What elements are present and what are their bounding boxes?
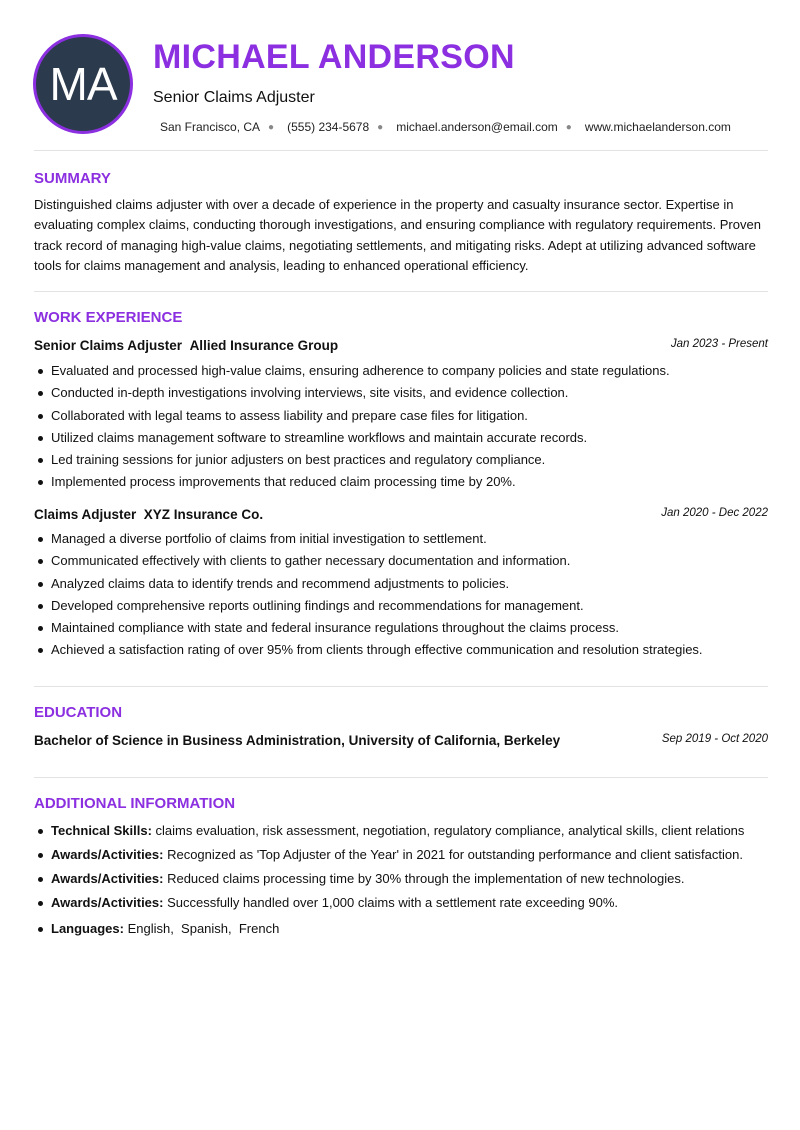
divider <box>34 291 768 292</box>
additional-item <box>34 867 774 891</box>
job-role-company <box>34 507 263 522</box>
job-bullet: Led training sessions for junior adjusters on best practices and regulatory compliance. <box>34 449 774 471</box>
item-text: Reduced claims processing time by 30% through the implementation of new technologies. <box>163 871 685 886</box>
email-link[interactable]: michael.anderson@email.com <box>396 120 558 134</box>
divider <box>34 686 768 687</box>
item-label: Technical Skills: <box>51 823 152 838</box>
item-text: Recognized as 'Top Adjuster of the Year' in 2021 for outstanding performance and client satisfaction. <box>163 847 743 862</box>
additional-list <box>34 819 774 941</box>
item-label: Awards/Activities: <box>51 871 164 886</box>
job-dates: Jan 2023 - Present <box>670 338 768 350</box>
avatar <box>33 34 133 134</box>
job-bullet: Achieved a satisfaction rating of over 95% from clients through effective communication and resolution strategies. <box>34 639 774 661</box>
education-heading: EDUCATION <box>34 704 123 721</box>
job-bullet: Maintained compliance with state and federal insurance regulations throughout the claims process. <box>34 617 774 639</box>
job-company: Allied Insurance Group <box>189 338 339 353</box>
location: San Francisco, CA <box>160 120 261 134</box>
divider <box>34 777 768 778</box>
experience-heading: WORK EXPERIENCE <box>34 309 183 326</box>
item-text: claims evaluation, risk assessment, negotiation, regulatory compliance, analytical skills, client relations <box>151 823 745 838</box>
additional-item <box>34 917 774 941</box>
additional-item <box>34 891 774 915</box>
phone: (555) 234-5678 <box>287 120 370 134</box>
job-bullet: Developed comprehensive reports outlining findings and recommendations for management. <box>34 595 774 617</box>
item-text: English, Spanish, French <box>123 921 280 936</box>
contact-info <box>160 120 731 134</box>
job-bullet: Analyzed claims data to identify trends and recommend adjustments to policies. <box>34 573 774 595</box>
additional-heading: ADDITIONAL INFORMATION <box>34 795 236 812</box>
separator-dot: ● <box>377 121 384 133</box>
job-bullet: Conducted in-depth investigations involving interviews, site visits, and evidence collection. <box>34 382 774 404</box>
candidate-name: MICHAEL ANDERSON <box>153 38 515 76</box>
item-label: Awards/Activities: <box>51 847 164 862</box>
website-link[interactable]: www.michaelanderson.com <box>584 120 731 134</box>
item-label: Awards/Activities: <box>51 895 164 910</box>
job-bullets <box>34 528 774 662</box>
job-bullet: Collaborated with legal teams to assess liability and prepare case files for litigation. <box>34 405 774 427</box>
job-company: XYZ Insurance Co. <box>143 507 264 522</box>
additional-item <box>34 843 774 867</box>
job-bullet: Implemented process improvements that reduced claim processing time by 20%. <box>34 471 774 493</box>
additional-item <box>34 819 774 843</box>
education-entry <box>34 733 768 748</box>
summary-heading: SUMMARY <box>34 170 111 187</box>
job-bullet: Evaluated and processed high-value claims, ensuring adherence to company policies and state regulations. <box>34 360 774 382</box>
job-role: Claims Adjuster <box>34 507 137 522</box>
avatar-initials: MA <box>49 58 117 110</box>
job-bullet: Utilized claims management software to streamline workflows and maintain accurate records. <box>34 427 774 449</box>
job-bullet: Communicated effectively with clients to gather necessary documentation and information. <box>34 550 774 572</box>
job-bullets <box>34 360 774 494</box>
separator-dot: ● <box>565 121 572 133</box>
job-dates: Jan 2020 - Dec 2022 <box>661 507 768 519</box>
job-header <box>34 338 768 353</box>
job-header <box>34 507 768 522</box>
item-text: Successfully handled over 1,000 claims with a settlement rate exceeding 90%. <box>163 895 618 910</box>
job-title: Senior Claims Adjuster <box>153 89 315 106</box>
job-role: Senior Claims Adjuster <box>34 338 183 353</box>
separator-dot: ● <box>268 121 275 133</box>
job-role-company <box>34 338 338 353</box>
job-bullet: Managed a diverse portfolio of claims from initial investigation to settlement. <box>34 528 774 550</box>
divider <box>34 150 768 151</box>
summary-text: Distinguished claims adjuster with over a decade of experience in the property and casualty insurance sector. Expertise in evaluating complex claims, conducting thorough investigations, and ensuring compliance with regulatory requirements. Proven track record of managing high-value claims, negotiating settlements, and mitigating risks. Adept at utilizing advanced software tools for claims management and analysis, leading to enhanced operational efficiency. <box>34 197 761 273</box>
item-label: Languages: <box>51 921 124 936</box>
education-dates: Sep 2019 - Oct 2020 <box>661 733 768 745</box>
degree: Bachelor of Science in Business Administration, University of California, Berkeley <box>34 733 561 748</box>
